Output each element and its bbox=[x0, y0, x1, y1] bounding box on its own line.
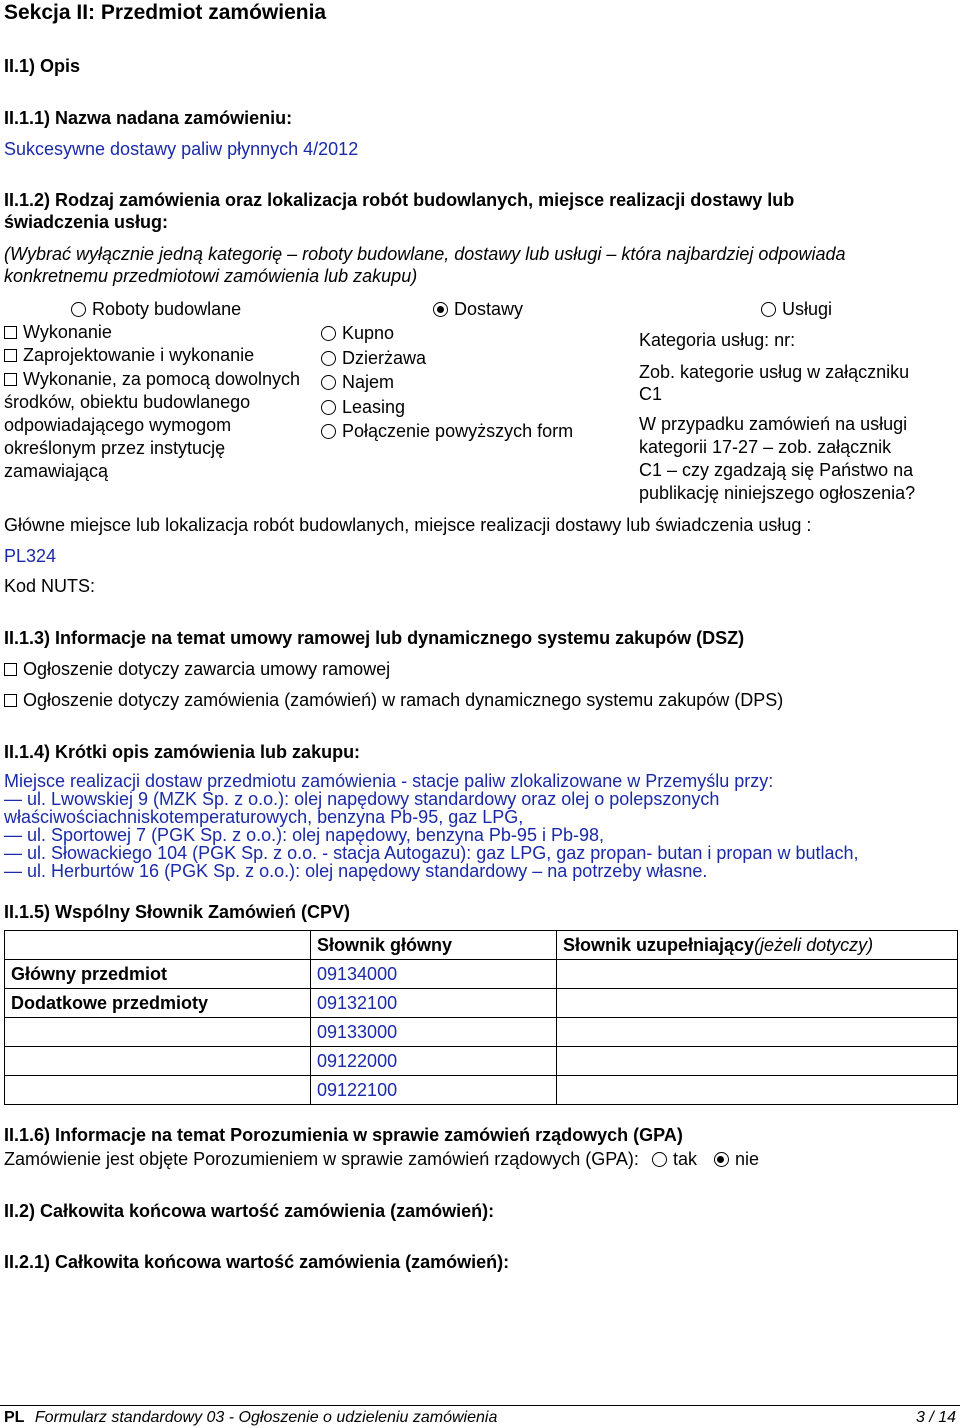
radio-purchase[interactable] bbox=[321, 322, 394, 345]
service-annex-line1: Zob. kategorie usług w załączniku bbox=[639, 362, 910, 382]
radio-supplies[interactable] bbox=[433, 298, 523, 321]
description-line: właściwościachniskotemperaturowych, benzyna Pb-95, gaz LPG, bbox=[4, 807, 524, 827]
service-annex-line2: C1 bbox=[639, 384, 663, 404]
table-row bbox=[5, 1076, 958, 1105]
heading-ii12-line2: świadczenia usług: bbox=[4, 212, 169, 232]
radio-supplies-label: Dostawy bbox=[454, 299, 524, 319]
works-any-means-line2: środków, obiektu budowlanego bbox=[4, 392, 251, 412]
radio-lease[interactable] bbox=[321, 347, 426, 370]
radio-label: Leasing bbox=[342, 397, 406, 417]
description-line: — ul. Słowackiego 104 (PGK Sp. z o.o. - stacja Autogazu): gaz LPG, gaz propan- butan i propan w butlach, bbox=[4, 843, 859, 863]
radio-gpa-no[interactable] bbox=[714, 1149, 759, 1169]
radio-gpa-yes[interactable] bbox=[652, 1149, 697, 1169]
cpv-code: 09132100 bbox=[311, 989, 557, 1018]
gpa-question-text: Zamówienie jest objęte Porozumieniem w sprawie zamówień rządowych (GPA): bbox=[4, 1149, 639, 1169]
checkbox-icon bbox=[4, 326, 17, 339]
service-category: Kategoria usług: nr: bbox=[639, 330, 796, 350]
checkbox-works-execution[interactable] bbox=[4, 321, 112, 344]
table-row bbox=[5, 1018, 958, 1047]
supp-label: Słownik uzupełniający bbox=[563, 934, 755, 955]
table-header-supp bbox=[557, 931, 958, 960]
radio-services-label: Usługi bbox=[782, 299, 833, 319]
radio-label: Dzierżawa bbox=[342, 348, 427, 368]
heading-ii13: II.1.3) Informacje na temat umowy ramowej lub dynamicznego systemu zakupów (DSZ) bbox=[4, 628, 745, 648]
heading-ii2: II.2) Całkowita końcowa wartość zamówienia (zamówień): bbox=[4, 1201, 495, 1221]
location-label: Główne miejsce lub lokalizacja robót budowlanych, miejsce realizacji dostawy lub świadczenia usług : bbox=[4, 515, 812, 535]
radio-unchecked-icon bbox=[321, 400, 336, 415]
checkbox-label: Ogłoszenie dotyczy zawarcia umowy ramowej bbox=[23, 659, 391, 679]
heading-ii12-line1: II.1.2) Rodzaj zamówienia oraz lokalizacja robót budowlanych, miejsce realizacji dostawy lub bbox=[4, 190, 795, 210]
cpv-code: 09122000 bbox=[311, 1047, 557, 1076]
table-header-empty bbox=[5, 931, 311, 960]
heading-ii16: II.1.6) Informacje na temat Porozumienia w sprawie zamówień rządowych (GPA) bbox=[4, 1125, 683, 1145]
checkbox-icon bbox=[4, 373, 17, 386]
radio-works-label: Roboty budowlane bbox=[92, 299, 242, 319]
checkbox-label: Wykonanie bbox=[23, 322, 112, 342]
checkbox-icon bbox=[4, 349, 17, 362]
table-row bbox=[5, 989, 958, 1018]
description-line: — ul. Herburtów 16 (PGK Sp. z o.o.): olej napędowy standardowy – na potrzeby własne. bbox=[4, 861, 708, 881]
radio-unchecked-icon bbox=[321, 424, 336, 439]
supp-note: (jeżeli dotyczy) bbox=[754, 934, 874, 955]
category-note-line2: konkretnemu przedmiotowi zamówienia lub zakupu) bbox=[4, 266, 418, 286]
works-any-means-line3: odpowiadającego wymogom bbox=[4, 415, 232, 435]
row-empty-label bbox=[5, 1047, 311, 1076]
radio-label: Połączenie powyższych form bbox=[342, 421, 574, 441]
radio-label: nie bbox=[734, 1149, 759, 1169]
cpv-code: 09134000 bbox=[311, 960, 557, 989]
radio-label: tak bbox=[672, 1149, 697, 1169]
row-empty-label bbox=[5, 1018, 311, 1047]
radio-services[interactable] bbox=[761, 298, 832, 321]
radio-hire-purchase[interactable] bbox=[321, 396, 405, 419]
heading-ii15: II.1.5) Wspólny Słownik Zamówień (CPV) bbox=[4, 902, 351, 922]
description-line: — ul. Lwowskiej 9 (MZK Sp. z o.o.): olej napędowy standardowy oraz olej o polepszonych bbox=[4, 789, 720, 809]
table-row bbox=[5, 960, 958, 989]
radio-unchecked-icon bbox=[321, 351, 336, 366]
contract-name: Sukcesywne dostawy paliw płynnych 4/2012 bbox=[4, 139, 359, 159]
radio-checked-icon bbox=[433, 302, 448, 317]
service-question-line2: kategorii 17-27 – zob. załącznik bbox=[639, 437, 892, 457]
service-question-line1: W przypadku zamówień na usługi bbox=[639, 414, 908, 434]
radio-combination[interactable] bbox=[321, 420, 573, 443]
radio-unchecked-icon bbox=[321, 326, 336, 341]
checkbox-label: Ogłoszenie dotyczy zamówienia (zamówień) w ramach dynamicznego systemu zakupów (DPS) bbox=[23, 690, 784, 710]
radio-unchecked-icon bbox=[321, 375, 336, 390]
radio-checked-icon bbox=[714, 1152, 729, 1167]
checkbox-framework[interactable] bbox=[4, 658, 390, 681]
checkbox-label: Zaprojektowanie i wykonanie bbox=[23, 345, 255, 365]
heading-ii1: II.1) Opis bbox=[4, 56, 81, 76]
cpv-supp-cell bbox=[557, 1076, 958, 1105]
table-row bbox=[5, 1047, 958, 1076]
row-empty-label bbox=[5, 1076, 311, 1105]
cpv-supp-cell bbox=[557, 1047, 958, 1076]
checkbox-works-any-means[interactable] bbox=[4, 368, 300, 391]
cpv-supp-cell bbox=[557, 989, 958, 1018]
checkbox-works-design-execution[interactable] bbox=[4, 344, 254, 367]
service-question-line3: C1 – czy zgadzają się Państwo na bbox=[639, 460, 914, 480]
heading-ii21: II.2.1) Całkowita końcowa wartość zamówienia (zamówień): bbox=[4, 1252, 510, 1272]
footer bbox=[4, 1408, 497, 1428]
cpv-supp-cell bbox=[557, 1018, 958, 1047]
radio-unchecked-icon bbox=[761, 302, 776, 317]
radio-unchecked-icon bbox=[652, 1152, 667, 1167]
row-main-label: Główny przedmiot bbox=[5, 960, 311, 989]
checkbox-dps[interactable] bbox=[4, 689, 783, 712]
heading-ii14: II.1.4) Krótki opis zamówienia lub zakupu: bbox=[4, 742, 361, 762]
checkbox-icon bbox=[4, 663, 17, 676]
cpv-code: 09133000 bbox=[311, 1018, 557, 1047]
nuts-label: Kod NUTS: bbox=[4, 576, 96, 596]
section-title: Sekcja II: Przedmiot zamówienia bbox=[4, 1, 327, 24]
radio-works[interactable] bbox=[71, 298, 241, 321]
table-header-row bbox=[5, 931, 958, 960]
table-header-main: Słownik główny bbox=[311, 931, 557, 960]
checkbox-icon bbox=[4, 694, 17, 707]
location-value: PL324 bbox=[4, 546, 57, 566]
service-question-line4: publikację niniejszego ogłoszenia? bbox=[639, 483, 916, 503]
footer-divider bbox=[0, 1405, 960, 1406]
checkbox-label: Wykonanie, za pomocą dowolnych bbox=[23, 369, 300, 389]
footer-page: 3 / 14 bbox=[915, 1409, 956, 1426]
footer-country: PL bbox=[4, 1409, 25, 1426]
category-note-line1: (Wybrać wyłącznie jedną kategorię – roboty budowlane, dostawy lub usługi – która najbardziej odpowiada bbox=[4, 244, 846, 264]
description-line: Miejsce realizacji dostaw przedmiotu zamówienia - stacje paliw zlokalizowane w Przemyślu przy: bbox=[4, 771, 774, 791]
radio-label: Najem bbox=[342, 372, 395, 392]
cpv-code: 09122100 bbox=[311, 1076, 557, 1105]
cpv-supp-cell bbox=[557, 960, 958, 989]
works-any-means-line5: zamawiającą bbox=[4, 461, 109, 481]
radio-unchecked-icon bbox=[71, 302, 86, 317]
footer-form-name: Formularz standardowy 03 - Ogłoszenie o udzieleniu zamówienia bbox=[34, 1409, 498, 1426]
row-add-label: Dodatkowe przedmioty bbox=[5, 989, 311, 1018]
radio-rental[interactable] bbox=[321, 371, 394, 394]
heading-ii11: II.1.1) Nazwa nadana zamówieniu: bbox=[4, 108, 293, 128]
radio-label: Kupno bbox=[342, 323, 395, 343]
works-any-means-line4: określonym przez instytucję bbox=[4, 438, 226, 458]
description-line: — ul. Sportowej 7 (PGK Sp. z o.o.): olej napędowy, benzyna Pb-95 i Pb-98, bbox=[4, 825, 604, 845]
gpa-question bbox=[4, 1148, 759, 1171]
cpv-table bbox=[4, 930, 958, 1105]
